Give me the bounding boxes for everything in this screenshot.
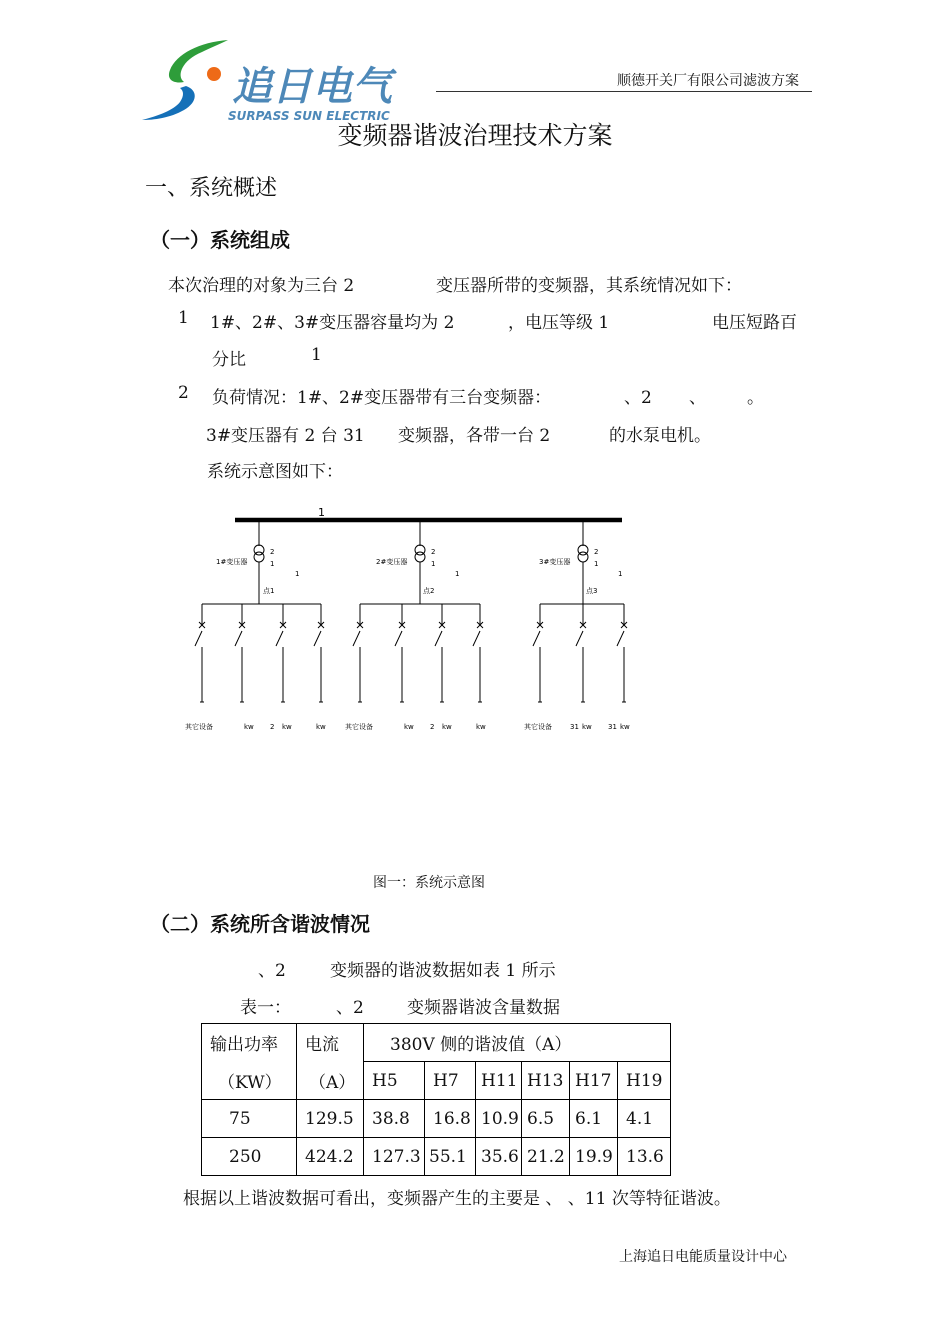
load-label-8: 2 [430, 723, 435, 731]
header-h11: H11 [476, 1062, 522, 1100]
footer-text: 上海追日电能质量设计中心 [619, 1249, 787, 1265]
item-1-text-b: ，电压等级 1 [508, 313, 610, 333]
item-1-text-e: 1 [311, 345, 322, 365]
table-header-row-1 [202, 1024, 671, 1062]
transformer-2-num-a: 2 [431, 548, 436, 556]
transformer-3-label: 3#变压器 [539, 558, 571, 566]
subsection-heading-system: （一）系统组成 [150, 228, 290, 252]
harmonic-data-table [201, 1023, 671, 1176]
cell: 19.9 [570, 1138, 618, 1176]
feeder-6 [395, 604, 405, 702]
cell: 424.2 [297, 1138, 364, 1176]
cell: 13.6 [618, 1138, 671, 1176]
cell: 250 [202, 1138, 297, 1176]
load-label-15: kw [620, 723, 630, 731]
table-row [202, 1100, 671, 1138]
load-label-2: kw [244, 723, 254, 731]
header-current-unit: （A） [297, 1062, 364, 1100]
transformer-1-num-b: 1 [270, 560, 275, 568]
harmonic-intro-b: 变频器的谐波数据如表 1 所示 [330, 961, 556, 981]
document-title: 变频器谐波治理技术方案 [337, 121, 613, 150]
item-2-text-b: 、2 [624, 388, 652, 408]
header-h5: H5 [364, 1062, 425, 1100]
feeder-4 [314, 604, 324, 702]
feeder-2 [235, 604, 245, 702]
cell: 6.5 [522, 1100, 570, 1138]
cell: 75 [202, 1100, 297, 1138]
feeder-7 [435, 604, 445, 702]
table-row [202, 1138, 671, 1176]
load-label-13: kw [582, 723, 592, 731]
transformer-3-num-c: 1 [618, 570, 623, 578]
intro-text-b: 变压器所带的变频器，其系统情况如下： [436, 276, 742, 296]
transformer-1-label: 1#变压器 [216, 558, 248, 566]
item-2-text-d: 。 [747, 388, 764, 408]
conclusion-text: 根据以上谐波数据可看出，变频器产生的主要是 、 、11 次等特征谐波。 [183, 1189, 731, 1209]
logo-chinese-text: 追日电气 [232, 64, 392, 110]
cell: 35.6 [476, 1138, 522, 1176]
busbar-label: 1 [318, 506, 325, 519]
load-label-12: 31 [570, 723, 579, 731]
transformer-3-point: 点3 [586, 587, 598, 595]
cell: 4.1 [618, 1100, 671, 1138]
header-current: 电流 [297, 1024, 364, 1062]
header-h19: H19 [618, 1062, 671, 1100]
item-1-text-a: 1#、2#、3#变压器容量均为 2 [210, 313, 455, 333]
load-label-1: 其它设备 [185, 723, 213, 731]
table-caption-b: 、2 [336, 998, 364, 1018]
transformer-2-num-c: 1 [455, 570, 460, 578]
transformer-1-num-a: 2 [270, 548, 275, 556]
table-caption-a: 表一： [240, 998, 291, 1018]
feeder-9 [533, 604, 543, 702]
cell: 129.5 [297, 1100, 364, 1138]
item-2-number: 2 [178, 383, 189, 403]
header-harmonics: 380V 侧的谐波值（A） [364, 1024, 671, 1062]
load-label-9: kw [442, 723, 452, 731]
item-1-text-c: 电压短路百 [712, 313, 797, 333]
transformer-2-num-b: 1 [431, 560, 436, 568]
subsection-heading-harmonics: （二）系统所含谐波情况 [150, 912, 370, 936]
table-caption-c: 变频器谐波含量数据 [407, 998, 560, 1018]
load-label-11: 其它设备 [524, 723, 552, 731]
load-label-14: 31 [608, 723, 617, 731]
diagram-intro: 系统示意图如下： [207, 462, 343, 482]
transformer-2-label: 2#变压器 [376, 558, 408, 566]
cell: 55.1 [425, 1138, 476, 1176]
transformer-3-num-b: 1 [594, 560, 599, 568]
item-2-text-a: 负荷情况：1#、2#变压器带有三台变频器： [212, 388, 552, 408]
feeder-10 [576, 604, 586, 702]
section-heading-overview: 一、系统概述 [145, 176, 278, 201]
header-power: 输出功率 [202, 1024, 297, 1062]
load-label-7: kw [404, 723, 414, 731]
header-h17: H17 [570, 1062, 618, 1100]
item-1-text-d: 分比 [212, 350, 246, 370]
cell: 127.3 [364, 1138, 425, 1176]
logo-english-text: SURPASS SUN ELECTRIC [228, 109, 390, 123]
load-label-3: 2 [270, 723, 275, 731]
intro-text-a: 本次治理的对象为三台 2 [168, 276, 355, 296]
transformer-2-point: 点2 [423, 587, 435, 595]
item-2-line2-b: 变频器，各带一台 2 [398, 426, 551, 446]
header-company-text: 顺德开关厂有限公司滤波方案 [617, 73, 799, 89]
transformer-1-point: 点1 [263, 587, 275, 595]
table-header-row-2 [202, 1062, 671, 1100]
item-1-number: 1 [178, 308, 189, 328]
cell: 10.9 [476, 1100, 522, 1138]
item-2-line2-c: 的水泵电机。 [609, 426, 711, 446]
feeder-5 [353, 604, 363, 702]
feeder-8 [473, 604, 483, 702]
feeder-3 [276, 604, 286, 702]
load-label-4: kw [282, 723, 292, 731]
load-label-10: kw [476, 723, 486, 731]
header-h13: H13 [522, 1062, 570, 1100]
harmonic-intro-a: 、2 [258, 961, 286, 981]
feeder-11 [617, 604, 627, 702]
header-h7: H7 [425, 1062, 476, 1100]
cell: 16.8 [425, 1100, 476, 1138]
load-label-6: 其它设备 [345, 723, 373, 731]
item-2-text-c: 、 [689, 388, 706, 408]
cell: 6.1 [570, 1100, 618, 1138]
cell: 38.8 [364, 1100, 425, 1138]
cell: 21.2 [522, 1138, 570, 1176]
header-power-unit: （KW） [202, 1062, 297, 1100]
transformer-3-num-a: 2 [594, 548, 599, 556]
load-label-5: kw [316, 723, 326, 731]
diagram-caption: 图一：系统示意图 [373, 875, 485, 891]
item-2-line2-a: 3#变压器有 2 台 31 [206, 426, 365, 446]
feeder-1 [195, 604, 205, 702]
transformer-1-num-c: 1 [295, 570, 300, 578]
